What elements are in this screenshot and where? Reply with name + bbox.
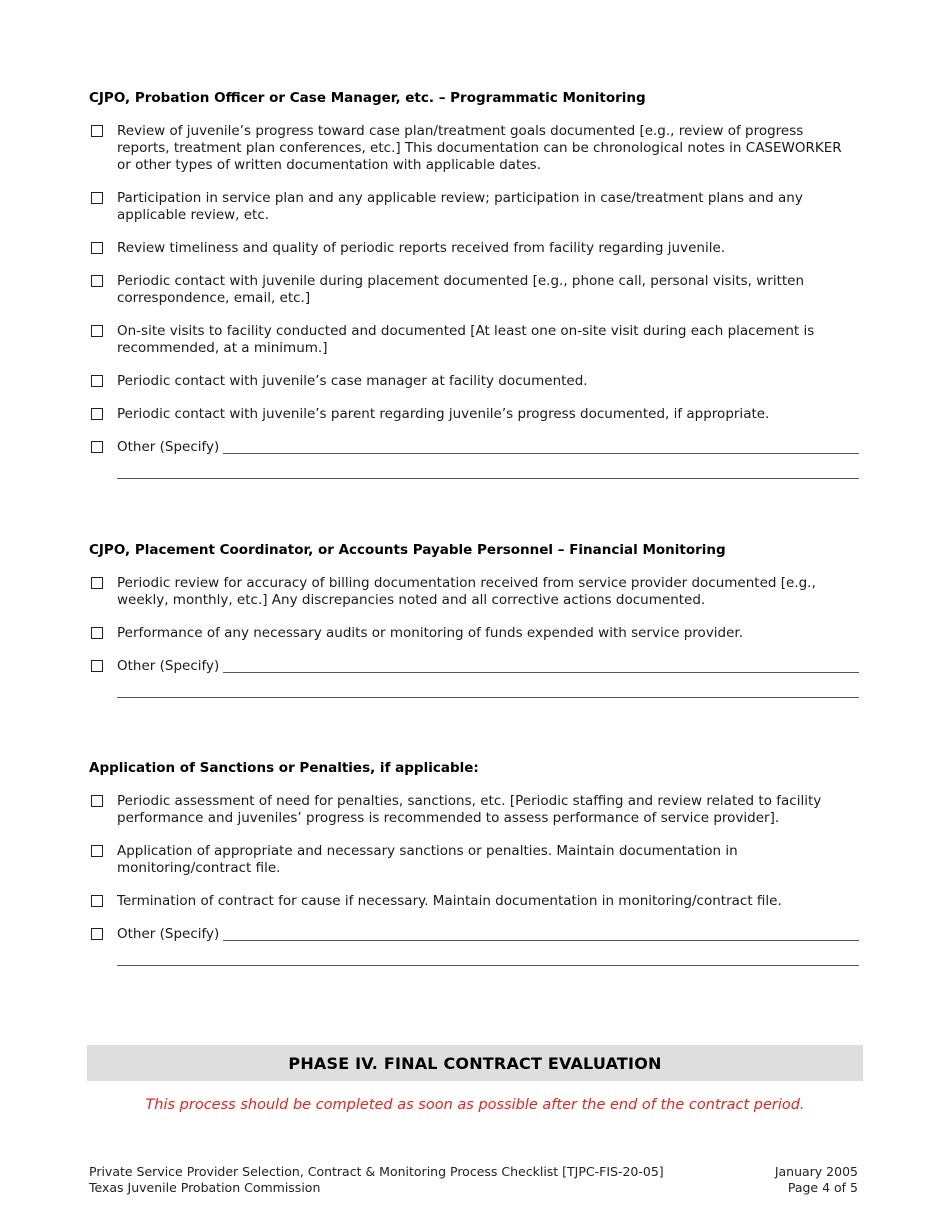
checklist-item-text: Periodic contact with juvenile during placement documented [e.g., phone call, personal visits, written correspondence, email, etc.] [117, 273, 805, 306]
checkbox[interactable] [91, 275, 103, 287]
section-financial-monitoring [89, 542, 859, 698]
phase-header-band [87, 1045, 863, 1081]
checklist-item-text: Performance of any necessary audits or monitoring of funds expended with service provider. [117, 625, 744, 641]
checklist-item-text: Periodic contact with juvenile’s case manager at facility documented. [117, 373, 588, 389]
checklist-item [89, 406, 859, 423]
phase-title: PHASE IV. FINAL CONTRACT EVALUATION [288, 1053, 662, 1073]
checkbox[interactable] [91, 192, 103, 204]
other-specify-label: Other (Specify) [117, 926, 220, 942]
checklist-item-text: Participation in service plan and any applicable review; participation in case/treatment plans and any applicable review, etc. [117, 190, 803, 223]
checkbox[interactable] [91, 627, 103, 639]
checkbox[interactable] [91, 660, 103, 672]
footer-page-number: Page 4 of 5 [787, 1180, 858, 1195]
checklist-item [89, 793, 859, 827]
checklist-item-text: Periodic contact with juvenile’s parent regarding juvenile’s progress documented, if appropriate. [117, 406, 770, 422]
section-sanctions-penalties [89, 760, 859, 966]
other-specify-label: Other (Specify) [117, 658, 220, 674]
phase-note: This process should be completed as soon as possible after the end of the contract period. [145, 1097, 805, 1113]
checklist-item [89, 373, 859, 390]
footer-right [775, 1164, 858, 1196]
checklist-item-other [89, 439, 859, 456]
checklist-item-other [89, 658, 859, 675]
footer-document-title: Private Service Provider Selection, Contract & Monitoring Process Checklist [TJPC-FIS-20-05] [89, 1164, 664, 1179]
checklist-item-text: Review of juvenile’s progress toward case plan/treatment goals documented [e.g., review of progress reports, treatment plan conferences, etc.] This documentation can be chronological notes in CASEWORKER or other types of written documentation with applicable dates. [117, 123, 842, 173]
checklist-item [89, 240, 859, 257]
checklist-item [89, 273, 859, 307]
footer-date: January 2005 [774, 1164, 858, 1179]
footer-organization: Texas Juvenile Probation Commission [89, 1180, 321, 1195]
section-title: Application of Sanctions or Penalties, if applicable: [89, 760, 479, 776]
section-title: CJPO, Placement Coordinator, or Accounts Payable Personnel – Financial Monitoring [89, 542, 726, 558]
checkbox[interactable] [91, 928, 103, 940]
checkbox[interactable] [91, 441, 103, 453]
checklist-item-text: Application of appropriate and necessary sanctions or penalties. Maintain documentation in monitoring/contract file. [117, 843, 738, 876]
other-specify-line-2[interactable] [117, 478, 859, 479]
checklist-item [89, 123, 859, 174]
checklist-item [89, 893, 859, 910]
checklist-item-text: Termination of contract for cause if necessary. Maintain documentation in monitoring/contract file. [117, 893, 782, 909]
other-specify-line[interactable] [223, 940, 859, 941]
checkbox[interactable] [91, 125, 103, 137]
checklist-item-text: Periodic review for accuracy of billing documentation received from service provider documented [e.g., weekly, monthly, etc.] Any discrepancies noted and all corrective actions documented. [117, 575, 816, 608]
section-title: CJPO, Probation Officer or Case Manager, etc. – Programmatic Monitoring [89, 90, 646, 106]
other-specify-line[interactable] [223, 453, 859, 454]
checklist-item-text: Review timeliness and quality of periodic reports received from facility regarding juvenile. [117, 240, 726, 256]
other-specify-line[interactable] [223, 672, 859, 673]
checkbox[interactable] [91, 242, 103, 254]
checkbox[interactable] [91, 795, 103, 807]
checkbox[interactable] [91, 895, 103, 907]
other-specify-label: Other (Specify) [117, 439, 220, 455]
checkbox[interactable] [91, 325, 103, 337]
checklist-item [89, 625, 859, 642]
checklist-item [89, 843, 859, 877]
checkbox[interactable] [91, 577, 103, 589]
other-specify-line-2[interactable] [117, 965, 859, 966]
checklist-item-other [89, 926, 859, 943]
checklist-item [89, 575, 859, 609]
checkbox[interactable] [91, 375, 103, 387]
checkbox[interactable] [91, 845, 103, 857]
footer-left [89, 1164, 664, 1196]
section-programmatic-monitoring [89, 90, 859, 479]
checklist-item [89, 190, 859, 224]
checklist-item [89, 323, 859, 357]
checkbox[interactable] [91, 408, 103, 420]
checklist-item-text: Periodic assessment of need for penalties, sanctions, etc. [Periodic staffing and review related to facility performance and juveniles’ progress is recommended to assess performance of service provider]. [117, 793, 822, 826]
other-specify-line-2[interactable] [117, 697, 859, 698]
checklist-item-text: On-site visits to facility conducted and documented [At least one on-site visit during each placement is recommended, at a minimum.] [117, 323, 815, 356]
